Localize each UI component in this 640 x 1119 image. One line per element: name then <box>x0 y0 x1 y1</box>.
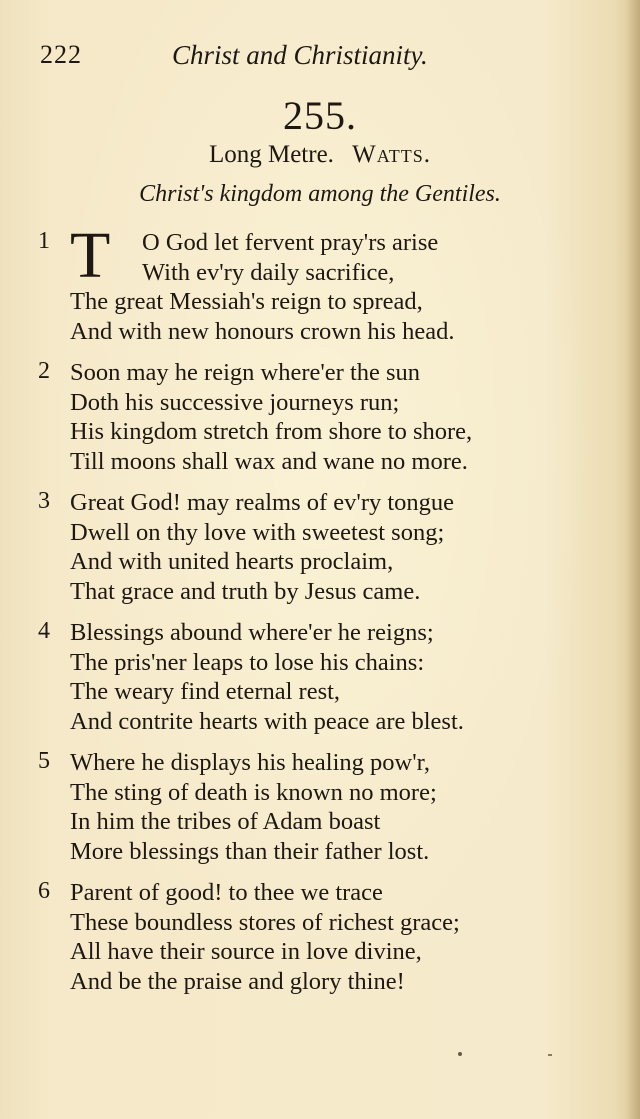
drop-cap: T <box>70 219 111 292</box>
meter: Long Metre. <box>208 141 334 168</box>
page-header <box>40 40 600 80</box>
verse-line: And with united hearts proclaim, <box>70 548 394 575</box>
verse-number: 1 <box>38 228 50 254</box>
verse <box>38 358 598 476</box>
author: Watts. <box>352 141 432 168</box>
meter-line <box>0 141 640 169</box>
hymn-number: 255. <box>283 93 357 138</box>
verse-line: Parent of good! to thee we trace <box>70 879 383 906</box>
verse-line: These boundless stores of richest grace; <box>70 908 460 936</box>
verse-line: O God let fervent pray'rs arise <box>142 229 439 256</box>
verse-line: Where he displays his healing pow'r, <box>70 749 430 776</box>
verse-number: 3 <box>38 488 50 514</box>
verse <box>38 878 598 996</box>
verse-line: And with new honours crown his head. <box>70 317 455 345</box>
verse-line: The pris'ner leaps to lose his chains: <box>70 648 425 676</box>
verse-line: Till moons shall wax and wane no more. <box>70 447 468 475</box>
verse-line: Soon may he reign where'er the sun <box>70 359 421 386</box>
verse-number: 4 <box>38 618 50 644</box>
page-number: 222 <box>40 40 82 69</box>
printer-mark <box>458 1052 462 1056</box>
verse-line: Blessings abound where'er he reigns; <box>70 619 434 646</box>
verse-line: The great Messiah's reign to spread, <box>70 288 423 315</box>
running-head: Christ and Christianity. <box>172 40 428 70</box>
verse-line: More blessings than their father lost. <box>70 837 430 865</box>
verse <box>38 748 598 866</box>
verse-number: 2 <box>38 358 50 384</box>
hymn-subtitle: Christ's kingdom among the Gentiles. <box>139 181 501 207</box>
verse <box>38 488 598 606</box>
verse-number: 5 <box>38 748 50 774</box>
verse-line: And be the praise and glory thine! <box>70 967 405 995</box>
verse <box>38 219 598 346</box>
verse-line: Doth his successive journeys run; <box>70 388 400 416</box>
verse-line: In him the tribes of Adam boast <box>70 808 381 835</box>
printer-mark <box>548 1054 552 1056</box>
verse-line: Dwell on thy love with sweetest song; <box>70 518 445 546</box>
verse-line: His kingdom stretch from shore to shore, <box>70 418 473 445</box>
verse-number: 6 <box>38 878 50 904</box>
verse-line: That grace and truth by Jesus came. <box>70 577 421 605</box>
verse-line: The sting of death is known no more; <box>70 778 437 806</box>
verses <box>38 219 598 1008</box>
verse-line: With ev'ry daily sacrifice, <box>142 258 395 286</box>
verse <box>38 618 598 736</box>
verse-line: The weary find eternal rest, <box>70 678 341 705</box>
verse-line: Great God! may realms of ev'ry tongue <box>70 489 455 516</box>
verse-line: All have their source in love divine, <box>70 938 422 965</box>
verse-line: And contrite hearts with peace are blest. <box>70 707 464 735</box>
